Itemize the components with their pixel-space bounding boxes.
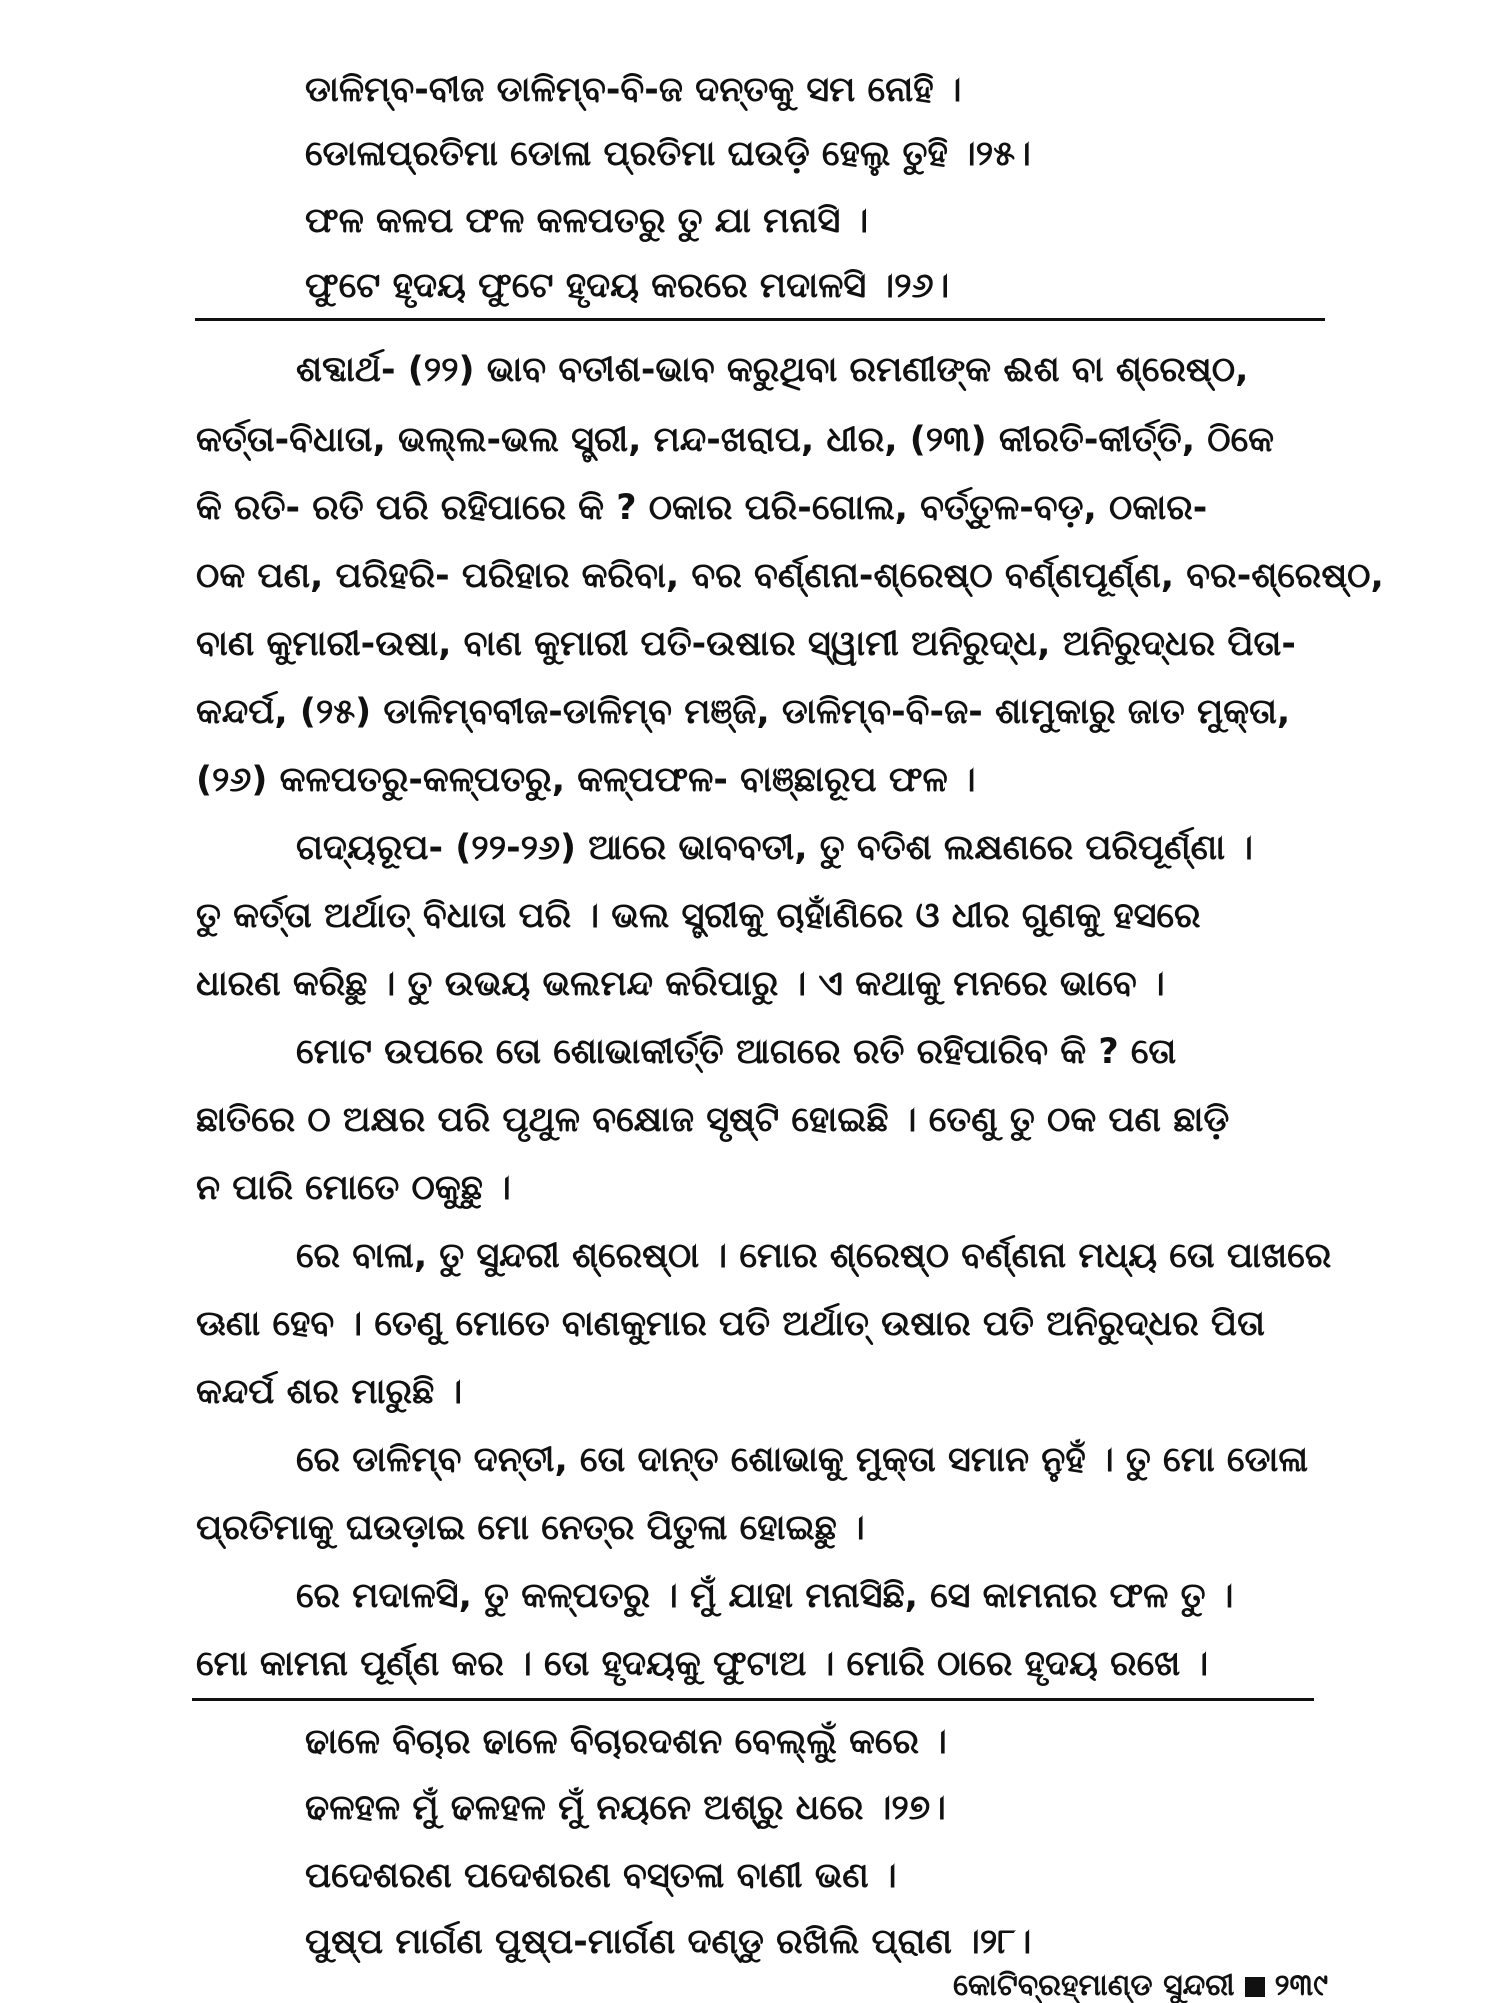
prose-line: ମୋ କାମନା ପୂର୍ଣ୍ଣ କର । ତୋ ହୃଦୟକୁ ଫୁଟାଅ । ମୋରି ଠାରେ ହୃଦୟ ରଖେ ।: [196, 1644, 1209, 1684]
verse-line: ଡାଳିମ୍ବ-ବୀଜ ଡାଳିମ୍ବ-ବି-ଜ ଦନ୍ତକୁ ସମ ନୋହି ।: [305, 70, 962, 110]
term-heading: ଗଦ୍ୟରୂପ-: [296, 828, 444, 868]
prose-line: କନ୍ଦର୍ପ, (୨୫) ଡାଳିମ୍ବବୀଜ-ଡାଳିମ୍ବ ମଞ୍ଜି, ଡାଳିମ୍ବ-ବି-ଜ- ଶାମୁକାରୁ ଜାତ ମୁକ୍ତା,: [196, 692, 1291, 732]
prose-line: କର୍ତ୍ତା-ବିଧାତା, ଭଲ୍ଲ-ଭଲ ସ୍ତ୍ରୀ, ମନ୍ଦ-ଖରାପ, ଧୀର, (୨୩) କୀରତି-କୀର୍ତ୍ତି, ଠିକେ: [196, 420, 1274, 460]
prose-line: କନ୍ଦର୍ପ ଶର ମାରୁଛି ।: [196, 1372, 463, 1412]
prose-line: (୨୬) କଳପତରୁ-କଳ୍ପତରୁ, କଳ୍ପଫଳ- ବାଞ୍ଛାରୂପ ଫଳ ।: [196, 760, 976, 800]
verse-line: ଢାଳେ ବିଚାର ଢାଳେ ବିଚାରଦଶନ ବେଲ୍ଲୁଁ କରେ ।: [305, 1722, 947, 1762]
prose-line: ଶବ୍ଦାର୍ଥ- (୨୨) ଭାବ ବତୀଶ-ଭାବ କରୁଥିବା ରମଣୀଙ୍କ ଈଶ ବା ଶ୍ରେଷ୍ଠ,: [296, 350, 1249, 390]
prose-line: ବାଣ କୁମାରୀ-ଉଷା, ବାଣ କୁମାରୀ ପତି-ଉଷାର ସ୍ୱାମୀ ଅନିରୁଦ୍ଧ, ଅନିରୁଦ୍ଧର ପିତା-: [196, 624, 1296, 664]
term-heading: ଶବ୍ଦାର୍ଥ-: [296, 350, 396, 390]
prose-line: ରେ ଡାଳିମ୍ବ ଦନ୍ତୀ, ତୋ ଦାନ୍ତ ଶୋଭାକୁ ମୁକ୍ତା ସମାନ ନୁହଁ । ତୁ ମୋ ଡୋଳା: [296, 1440, 1309, 1480]
prose-line: ରେ ମଦାଳସି, ତୁ କଳ୍ପତରୁ । ମୁଁ ଯାହା ମନାସିଛି, ସେ କାମନାର ଫଳ ତୁ ।: [296, 1576, 1234, 1616]
prose-line: ମୋଟ ଉପରେ ତୋ ଶୋଭାକୀର୍ତ୍ତି ଆଗରେ ରତି ରହିପାରିବ କି ? ତୋ: [296, 1032, 1177, 1072]
prose-line: ଊଣା ହେବ । ତେଣୁ ମୋତେ ବାଣକୁମାର ପତି ଅର୍ଥାତ୍ ଉଷାର ପତି ଅନିରୁଦ୍ଧର ପିତା: [196, 1304, 1265, 1344]
divider-bottom: [192, 1698, 1314, 1701]
prose-line: ନ ପାରି ମୋତେ ଠକୁଛୁ ।: [196, 1168, 511, 1208]
verse-line: ଫୁଟେ ହୃଦୟ ଫୁଟେ ହୃଦୟ କରରେ ମଦାଳସି ।୨୬।: [305, 266, 950, 306]
verse-line: ଢଳହଳ ମୁଁ ଢଳହଳ ମୁଁ ନୟନେ ଅଶ୍ରୁ ଧରେ ।୨୭।: [305, 1788, 946, 1828]
prose-line: କି ରତି- ରତି ପରି ରହିପାରେ କି ? ଠକାର ପରି-ଗୋଲ, ବର୍ତ୍ତୁଳ-ବଡ଼, ଠକାର-: [196, 488, 1208, 528]
prose-line: ଗଦ୍ୟରୂପ- (୨୨-୨୬) ଆରେ ଭାବବତୀ, ତୁ ବତିଶ ଲକ୍ଷଣରେ ପରିପୂର୍ଣ୍ଣା ।: [296, 828, 1254, 868]
prose-line: ପ୍ରତିମାକୁ ଘଉଡ଼ାଇ ମୋ ନେତ୍ର ପିତୁଳା ହୋଇଛୁ ।: [196, 1508, 865, 1548]
page-number: ୨୩୯: [1274, 1968, 1328, 2003]
page-footer: [952, 1968, 1328, 2003]
verse-line: ଡୋଳାପ୍ରତିମା ଡୋଳା ପ୍ରତିମା ଘଉଡ଼ି ହେଲୁ ତୁହି ।୨୫।: [305, 134, 1031, 174]
square-bullet-icon: [1245, 1977, 1265, 1997]
prose-line: ଠକ ପଣ, ପରିହରି- ପରିହାର କରିବା, ବର ବର୍ଣ୍ଣନା-ଶ୍ରେଷ୍ଠ ବର୍ଣ୍ଣପୂର୍ଣ୍ଣ, ବର-ଶ୍ରେଷ୍ଠ,: [196, 556, 1384, 596]
prose-line: ତୁ କର୍ତ୍ତା ଅର୍ଥାତ୍ ବିଧାତା ପରି । ଭଲ ସ୍ତ୍ରୀକୁ ଚାହାଁଣିରେ ଓ ଧୀର ଗୁଣକୁ ହସରେ: [196, 896, 1201, 936]
divider-top: [195, 318, 1325, 321]
prose-line: ଧାରଣ କରିଛୁ । ତୁ ଉଭୟ ଭଲମନ୍ଦ କରିପାରୁ । ଏ କଥାକୁ ମନରେ ଭାବେ ।: [196, 964, 1165, 1004]
prose-line: ଛାତିରେ ଠ ଅକ୍ଷର ପରି ପୃଥୁଳ ବକ୍ଷୋଜ ସୃଷ୍ଟି ହୋଇଛି । ତେଣୁ ତୁ ଠକ ପଣ ଛାଡ଼ି: [196, 1100, 1230, 1140]
prose-line: ରେ ବାଳା, ତୁ ସୁନ୍ଦରୀ ଶ୍ରେଷ୍ଠା । ମୋର ଶ୍ରେଷ୍ଠ ବର୍ଣ୍ଣନା ମଧ୍ୟ ତୋ ପାଖରେ: [296, 1236, 1332, 1276]
verse-line: ପୁଷ୍ପ ମାର୍ଗଣ ପୁଷ୍ପ-ମାର୍ଗଣ ଦଣ୍ଡୁ ରଖିଲି ପ୍ରାଣ ।୨୮।: [305, 1922, 1032, 1962]
verse-line: ଫଳ କଳପ ଫଳ କଳପତରୁ ତୁ ଯା ମନାସି ।: [305, 201, 869, 241]
verse-line: ପଦେଶରଣ ପଦେଶରଣ ବସ୍ତଳା ବାଣୀ ଭଣ ।: [305, 1856, 897, 1896]
book-title: କୋଟିବ୍ରହ୍ମାଣ୍ଡ ସୁନ୍ଦରୀ: [952, 1968, 1235, 2003]
